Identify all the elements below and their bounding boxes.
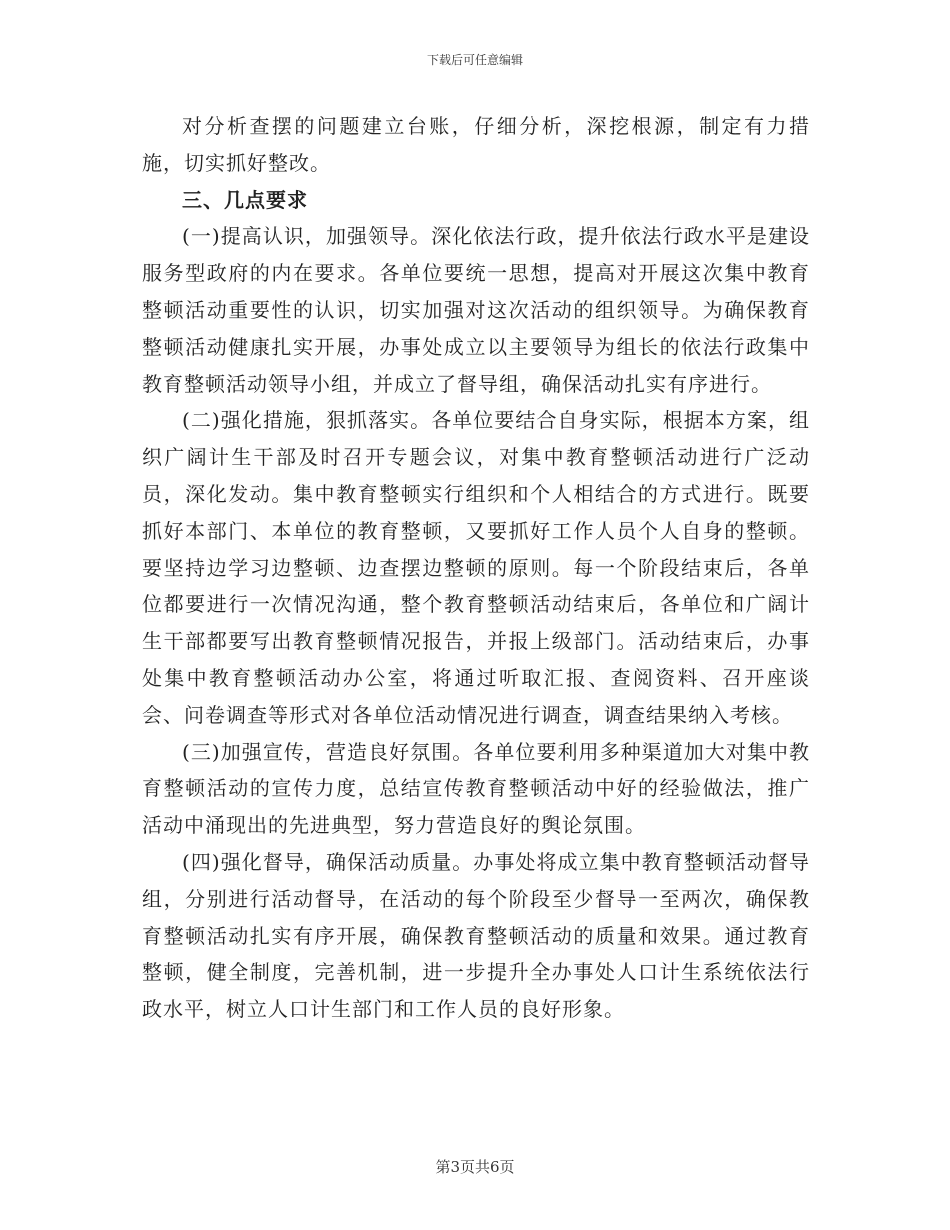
document-body (142, 108, 810, 1028)
paragraph-2: (二)强化措施，狠抓落实。各单位要结合自身实际，根据本方案，组织广阔计生干部及时召开专题会议，对集中教育整顿活动进行广泛动员，深化发动。集中教育整顿实行组织和个人相结合的方式进行。既要抓好本部门、本单位的教育整顿，又要抓好工作人员个人自身的整顿。要坚持边学习边整顿、边查摆边整顿的原则。每一个阶段结束后，各单位都要进行一次情况沟通，整个教育整顿活动结束后，各单位和广阔计生干部都要写出教育整顿情况报告，并报上级部门。活动结束后，办事处集中教育整顿活动办公室，将通过听取汇报、查阅资料、召开座谈会、问卷调查等形式对各单位活动情况进行调查，调查结果纳入考核。 (142, 408, 810, 727)
paragraph-3: (三)加强宣传，营造良好氛围。各单位要利用多种渠道加大对集中教育整顿活动的宣传力度，总结宣传教育整顿活动中好的经验做法，推广活动中涌现出的先进典型，努力营造良好的舆论氛围。 (142, 739, 810, 838)
page-number: 第3页共6页 (435, 1158, 515, 1176)
paragraph-1: (一)提高认识，加强领导。深化依法行政，提升依法行政水平是建设服务型政府的内在要求。各单位要统一思想，提高对开展这次集中教育整顿活动重要性的认识，切实加强对这次活动的组织领导。为确保教育整顿活动健康扎实开展，办事处成立以主要领导为组长的依法行政集中教育整顿活动领导小组，并成立了督导组，确保活动扎实有序进行。 (142, 224, 810, 396)
paragraph-4: (四)强化督导，确保活动质量。办事处将成立集中教育整顿活动督导组，分别进行活动督导，在活动的每个阶段至少督导一至两次，确保教育整顿活动扎实有序开展，确保教育整顿活动的质量和效果。通过教育整顿，健全制度，完善机制，进一步提升全办事处人口计生系统依法行政水平，树立人口计生部门和工作人员的良好形象。 (142, 849, 810, 1022)
section-heading: 三、几点要求 (182, 187, 308, 212)
intro-paragraph: 对分析查摆的问题建立台账，仔细分析，深挖根源，制定有力措施，切实抓好整改。 (142, 114, 810, 175)
page-header-note: 下载后可任意编辑 (426, 53, 523, 67)
